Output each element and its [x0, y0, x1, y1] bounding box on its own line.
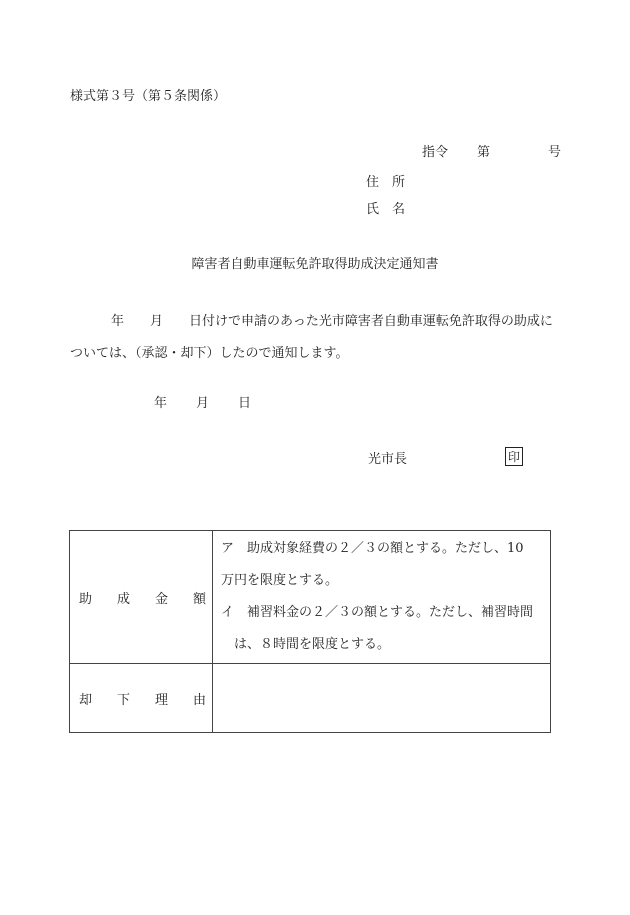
date-day: 日: [238, 396, 252, 411]
header-char: 額: [192, 591, 206, 607]
directive-dai: 第: [477, 145, 491, 160]
amount-header-cell: [70, 531, 213, 664]
header-char: 下: [116, 692, 130, 708]
table-row-amount: [70, 531, 551, 664]
form-number: 様式第３号（第５条関係）: [70, 89, 227, 104]
reason-header: [79, 689, 206, 708]
reason-header-cell: [70, 664, 213, 733]
name-label: 氏 名: [366, 202, 406, 217]
date-month: 月: [196, 396, 210, 411]
directive-label: 指令: [422, 145, 449, 160]
header-char: 却: [79, 692, 93, 708]
address-label: 住 所: [366, 175, 406, 190]
amount-item-i-line1: イ 補習料金の２／３の額とする。ただし、補習時間: [221, 605, 534, 620]
amount-item-a: [221, 533, 540, 597]
amount-item-i: [221, 597, 540, 661]
amount-item-a-line2: 万円を限度とする。: [221, 573, 339, 588]
body-paragraph: 年 月 日付けで申請のあった光市障害者自動車運転免許取得の助成については、（承認・却下）したので通知します。: [70, 314, 553, 361]
reason-content-cell: [213, 664, 551, 733]
header-char: 理: [154, 692, 168, 708]
table-row-reason: [70, 664, 551, 733]
header-char: 助: [79, 591, 93, 607]
amount-header: [79, 588, 206, 607]
document-title: 障害者自動車運転免許取得助成決定通知書: [191, 257, 439, 272]
mayor-label: 光市長: [368, 452, 408, 467]
directive-go: 号: [548, 145, 562, 160]
date-year: 年: [154, 396, 168, 411]
header-char: 由: [192, 692, 206, 708]
directive-number-line: [422, 146, 561, 159]
date-line: [154, 397, 251, 410]
amount-item-i-line2: は、８時間を限度とする。: [234, 637, 391, 652]
header-char: 成: [116, 591, 130, 607]
amount-item-a-line1: ア 助成対象経費の２／３の額とする。ただし、10: [221, 541, 524, 556]
info-table: [69, 530, 551, 733]
seal-stamp: 印: [505, 447, 523, 466]
amount-content-cell: [213, 531, 551, 664]
header-char: 金: [154, 591, 168, 607]
